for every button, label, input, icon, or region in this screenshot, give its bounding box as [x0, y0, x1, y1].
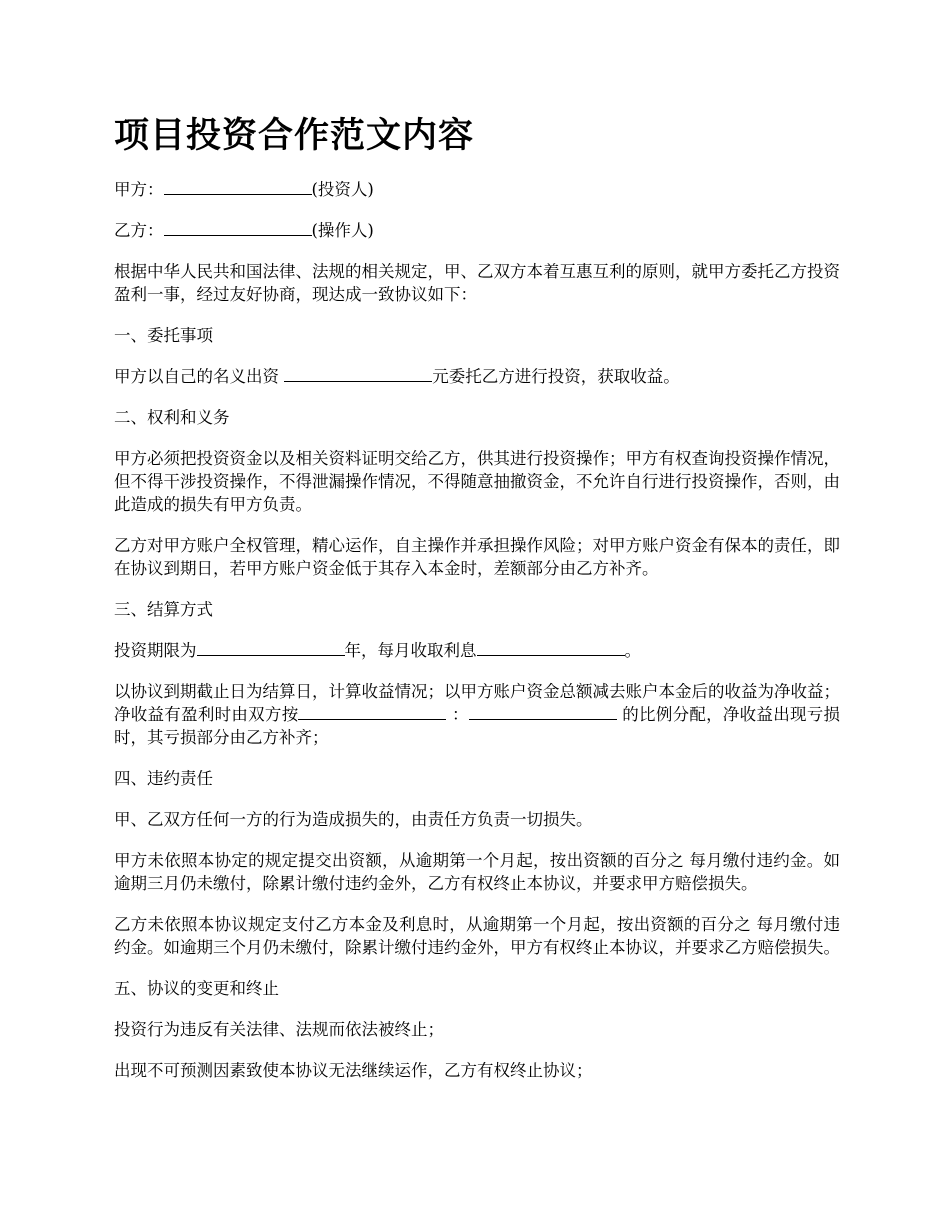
section-3-paragraph-1 [114, 639, 840, 662]
party-b-role: (操作人) [311, 221, 374, 240]
section-2-paragraph-2: 乙方对甲方账户全权管理，精心运作，自主操作并承担操作风险；对甲方账户资金有保本的责任，即在协议到期日，若甲方账户资金低于其存入本金时，差额部分由乙方补齐。 [114, 536, 840, 578]
section-3-heading: 三、结算方式 [114, 600, 213, 619]
section-2-paragraph-1: 甲方必须把投资资金以及相关资料证明交给乙方，供其进行投资操作；甲方有权查询投资操作情况，但不得干涉投资操作，不得泄漏操作情况，不得随意抽撤资金，不允许自行进行投资操作，否则，由此造成的损失有甲方负责。 [114, 449, 840, 514]
s1-text-post: 元委托乙方进行投资，获取收益。 [432, 367, 680, 386]
section-4-heading: 四、违约责任 [114, 769, 213, 788]
section-1-paragraph [114, 365, 840, 388]
ratio-b-blank [469, 703, 617, 720]
term-years-blank [197, 639, 345, 656]
s3-p2-text-a: 以协议到期截止日为结算日，计算收益情况；以甲方账户资金总额减去账户本金后的收益为净收益；净收益有盈利时由双方按 [114, 682, 840, 724]
party-b-blank [164, 219, 312, 236]
section-5-heading: 五、协议的变更和终止 [114, 979, 279, 998]
section-4-paragraph-2: 甲方未依照本协定的规定提交出资额，从逾期第一个月起，按出资额的百分之 每月缴付违约金。如逾期三月仍未缴付，除累计缴付违约金外，乙方有权终止本协议，并要求甲方赔偿损失。 [114, 851, 840, 893]
party-a-label: 甲方： [114, 180, 164, 199]
section-5-paragraph-1: 投资行为违反有关法律、法规而依法被终止； [114, 1020, 444, 1039]
ratio-a-blank [298, 703, 446, 720]
intro-paragraph: 根据中华人民共和国法律、法规的相关规定，甲、乙双方本着互惠互利的原则，就甲方委托乙方投资盈利一事，经过友好协商，现达成一致协议如下： [114, 262, 840, 304]
section-2-heading: 二、权利和义务 [114, 408, 230, 427]
s3-p2-text-c: 的比例分配，净收益出现亏损时，其亏损部分由乙方补齐； [114, 705, 841, 747]
s3-p1-text-a: 投资期限为 [114, 641, 197, 660]
party-a-role: (投资人) [311, 180, 374, 199]
party-b-line [114, 219, 840, 242]
party-a-blank [164, 178, 312, 195]
document-body [114, 178, 840, 1100]
s3-p2-text-b: ： [446, 705, 469, 724]
interest-blank [477, 639, 625, 656]
section-1-heading: 一、委托事项 [114, 326, 213, 345]
investment-amount-blank [284, 365, 432, 382]
section-5-paragraph-2: 出现不可预测因素致使本协议无法继续运作，乙方有权终止协议； [114, 1061, 593, 1080]
section-3-paragraph-2 [114, 680, 840, 749]
section-4-paragraph-1: 甲、乙双方任何一方的行为造成损失的，由责任方负责一切损失。 [114, 810, 593, 829]
party-b-label: 乙方： [114, 221, 164, 240]
section-4-paragraph-3: 乙方未依照本协议规定支付乙方本金及利息时，从逾期第一个月起，按出资额的百分之 每月缴付违约金。如逾期三个月仍未缴付，除累计缴付违约金外，甲方有权终止本协议，并要求乙方赔偿损失。 [114, 915, 840, 957]
document-title: 项目投资合作范文内容 [114, 116, 475, 156]
s3-p1-text-b: 年，每月收取利息 [344, 641, 477, 660]
party-a-line [114, 178, 840, 201]
s3-p1-text-c: 。 [624, 641, 641, 660]
s1-text-pre: 甲方以自己的名义出资 [114, 367, 285, 386]
